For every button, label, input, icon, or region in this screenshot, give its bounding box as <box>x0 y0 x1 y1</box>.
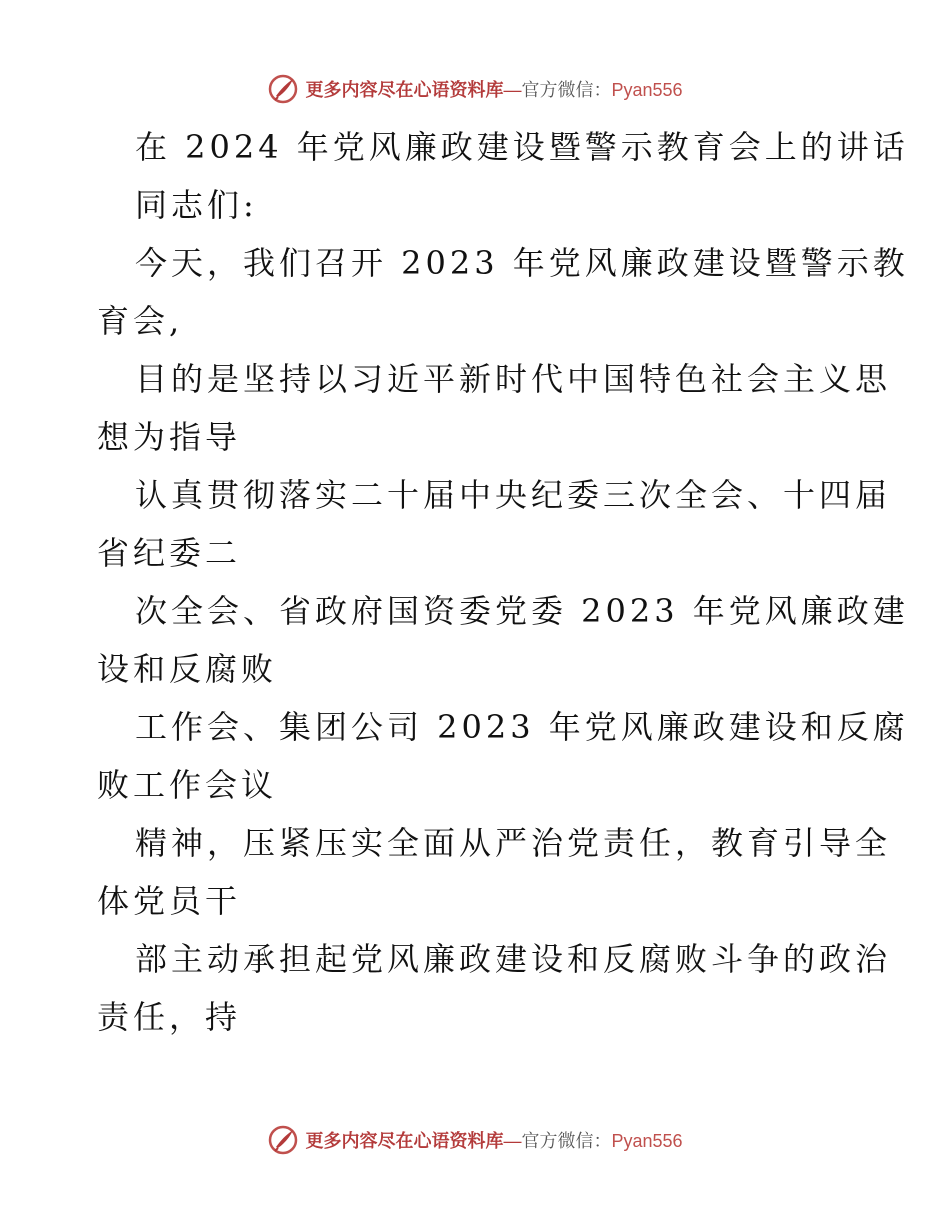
paragraph-line: 工作会、集团公司 2023 年党风廉政建设和反腐 <box>135 708 909 746</box>
paragraph-line: 今天，我们召开 2023 年党风廉政建设暨警示教 <box>135 244 909 282</box>
watermark-main: 更多内容尽在心语资料库 <box>305 80 504 101</box>
watermark-dash: — <box>503 1131 522 1151</box>
paragraph-line: 次全会、省政府国资委党委 2023 年党风廉政建 <box>135 592 909 630</box>
watermark-label: 官方微信： <box>521 1131 612 1151</box>
paragraph-line: 体党员干 <box>97 882 242 920</box>
paragraph-line: 想为指导 <box>97 418 242 456</box>
watermark-dash: — <box>503 80 522 100</box>
salutation: 同志们: <box>135 186 258 224</box>
watermark-id: Pyan556 <box>611 1131 683 1151</box>
paragraph-line: 目的是坚持以习近平新时代中国特色社会主义思 <box>135 360 892 398</box>
paragraph-line: 部主动承担起党风廉政建设和反腐败斗争的政治 <box>135 940 892 978</box>
document-body <box>97 118 909 1046</box>
paragraph-line: 责任，持 <box>97 998 242 1036</box>
watermark-text <box>305 76 682 102</box>
watermark-label: 官方微信： <box>521 80 612 100</box>
watermark-id: Pyan556 <box>611 80 683 100</box>
header-watermark <box>0 72 950 106</box>
quill-logo-icon <box>267 1124 299 1156</box>
paragraph-line: 育会, <box>97 302 184 340</box>
paragraph-line: 精神，压紧压实全面从严治党责任，教育引导全 <box>135 824 892 862</box>
watermark-text <box>305 1127 682 1153</box>
document-title: 在 2024 年党风廉政建设暨警示教育会上的讲话 <box>135 128 909 166</box>
paragraph-line: 设和反腐败 <box>97 650 278 688</box>
watermark-main: 更多内容尽在心语资料库 <box>305 1131 504 1152</box>
paragraph-line: 认真贯彻落实二十届中央纪委三次全会、十四届 <box>135 476 892 514</box>
footer-watermark <box>0 1123 950 1157</box>
quill-logo-icon <box>267 73 299 105</box>
paragraph-line: 省纪委二 <box>97 534 242 572</box>
paragraph-line: 败工作会议 <box>97 766 278 804</box>
